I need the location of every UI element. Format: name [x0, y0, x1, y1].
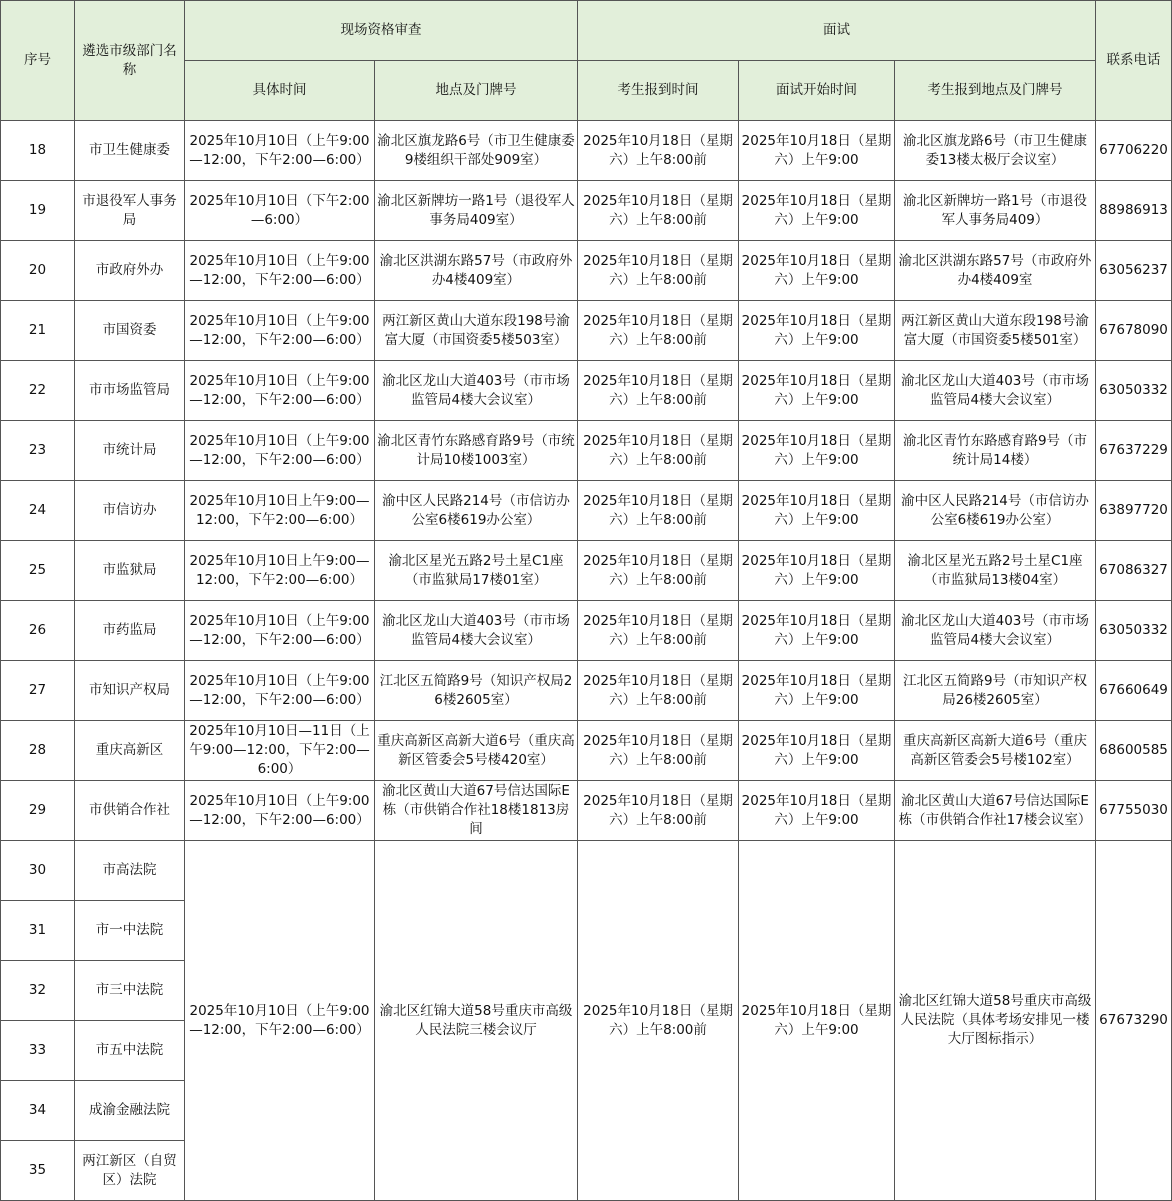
cell-review-place: 渝北区龙山大道403号（市市场监管局4楼大会议室）	[375, 601, 578, 661]
cell-review-place: 渝北区旗龙路6号（市卫生健康委9楼组织干部处909室）	[375, 121, 578, 181]
cell-review-time: 2025年10月10日上午9:00—12:00，下午2:00—6:00）	[185, 541, 375, 601]
cell-phone-merged: 67673290	[1096, 841, 1172, 1201]
cell-report-place: 渝中区人民路214号（市信访办公室6楼619办公室）	[895, 481, 1096, 541]
cell-seq: 30	[1, 841, 75, 901]
cell-review-time: 2025年10月10日（上午9:00—12:00，下午2:00—6:00）	[185, 781, 375, 841]
cell-seq: 18	[1, 121, 75, 181]
cell-report-place: 江北区五简路9号（市知识产权局26楼2605室）	[895, 661, 1096, 721]
header-report-time: 考生报到时间	[578, 61, 739, 121]
cell-seq: 24	[1, 481, 75, 541]
cell-phone: 67706220	[1096, 121, 1172, 181]
cell-review-time: 2025年10月10日（上午9:00—12:00，下午2:00—6:00）	[185, 121, 375, 181]
table-row	[1, 301, 1172, 361]
cell-seq: 23	[1, 421, 75, 481]
cell-phone: 67660649	[1096, 661, 1172, 721]
cell-seq: 32	[1, 961, 75, 1021]
cell-dept: 市监狱局	[75, 541, 185, 601]
header-start-time: 面试开始时间	[739, 61, 895, 121]
cell-dept: 市一中法院	[75, 901, 185, 961]
cell-report-place: 渝北区龙山大道403号（市市场监管局4楼大会议室）	[895, 601, 1096, 661]
table-row	[1, 241, 1172, 301]
cell-phone: 63897720	[1096, 481, 1172, 541]
cell-report-time: 2025年10月18日（星期六）上午8:00前	[578, 181, 739, 241]
cell-report-place: 渝北区旗龙路6号（市卫生健康委13楼太极厅会议室）	[895, 121, 1096, 181]
cell-phone: 67086327	[1096, 541, 1172, 601]
cell-review-time: 2025年10月10日（下午2:00—6:00）	[185, 181, 375, 241]
header-seq: 序号	[1, 1, 75, 121]
cell-start-time: 2025年10月18日（星期六）上午9:00	[739, 781, 895, 841]
cell-dept: 市统计局	[75, 421, 185, 481]
cell-review-time: 2025年10月10日（上午9:00—12:00，下午2:00—6:00）	[185, 421, 375, 481]
cell-review-time: 2025年10月10日（上午9:00—12:00，下午2:00—6:00）	[185, 241, 375, 301]
cell-seq: 31	[1, 901, 75, 961]
cell-start-time: 2025年10月18日（星期六）上午9:00	[739, 661, 895, 721]
cell-seq: 21	[1, 301, 75, 361]
header-review-place: 地点及门牌号	[375, 61, 578, 121]
cell-report-place: 渝北区青竹东路感育路9号（市统计局14楼）	[895, 421, 1096, 481]
header-row-1	[1, 1, 1172, 61]
cell-seq: 25	[1, 541, 75, 601]
cell-review-place: 重庆高新区高新大道6号（重庆高新区管委会5号楼420室）	[375, 721, 578, 781]
cell-report-time: 2025年10月18日（星期六）上午8:00前	[578, 301, 739, 361]
cell-dept: 市政府外办	[75, 241, 185, 301]
cell-report-time: 2025年10月18日（星期六）上午8:00前	[578, 481, 739, 541]
cell-dept: 市卫生健康委	[75, 121, 185, 181]
cell-start-time-merged: 2025年10月18日（星期六）上午9:00	[739, 841, 895, 1201]
cell-start-time: 2025年10月18日（星期六）上午9:00	[739, 421, 895, 481]
cell-dept: 市供销合作社	[75, 781, 185, 841]
table-row	[1, 181, 1172, 241]
cell-start-time: 2025年10月18日（星期六）上午9:00	[739, 301, 895, 361]
cell-review-time: 2025年10月10日（上午9:00—12:00，下午2:00—6:00）	[185, 361, 375, 421]
header-interview: 面试	[578, 1, 1096, 61]
table-row	[1, 121, 1172, 181]
header-report-place: 考生报到地点及门牌号	[895, 61, 1096, 121]
cell-report-time: 2025年10月18日（星期六）上午8:00前	[578, 121, 739, 181]
cell-seq: 26	[1, 601, 75, 661]
cell-seq: 28	[1, 721, 75, 781]
cell-phone: 67678090	[1096, 301, 1172, 361]
cell-review-time-merged: 2025年10月10日（上午9:00—12:00，下午2:00—6:00）	[185, 841, 375, 1201]
table-row	[1, 601, 1172, 661]
cell-dept: 市信访办	[75, 481, 185, 541]
cell-review-place: 江北区五简路9号（知识产权局26楼2605室）	[375, 661, 578, 721]
cell-report-time: 2025年10月18日（星期六）上午8:00前	[578, 661, 739, 721]
cell-phone: 63050332	[1096, 361, 1172, 421]
header-dept: 遴选市级部门名称	[75, 1, 185, 121]
cell-review-place: 渝北区青竹东路感育路9号（市统计局10楼1003室）	[375, 421, 578, 481]
cell-start-time: 2025年10月18日（星期六）上午9:00	[739, 541, 895, 601]
cell-review-time: 2025年10月10日（上午9:00—12:00，下午2:00—6:00）	[185, 661, 375, 721]
cell-report-time: 2025年10月18日（星期六）上午8:00前	[578, 241, 739, 301]
cell-dept: 重庆高新区	[75, 721, 185, 781]
cell-report-time: 2025年10月18日（星期六）上午8:00前	[578, 781, 739, 841]
cell-dept: 市市场监管局	[75, 361, 185, 421]
table-row	[1, 481, 1172, 541]
cell-seq: 34	[1, 1081, 75, 1141]
cell-dept: 市药监局	[75, 601, 185, 661]
cell-seq: 20	[1, 241, 75, 301]
cell-phone: 63050332	[1096, 601, 1172, 661]
cell-seq: 33	[1, 1021, 75, 1081]
cell-dept: 成渝金融法院	[75, 1081, 185, 1141]
cell-dept: 市五中法院	[75, 1021, 185, 1081]
cell-seq: 19	[1, 181, 75, 241]
cell-dept: 市国资委	[75, 301, 185, 361]
cell-review-time: 2025年10月10日（上午9:00—12:00，下午2:00—6:00）	[185, 601, 375, 661]
cell-report-place-merged: 渝北区红锦大道58号重庆市高级人民法院（具体考场安排见一楼大厅图标指示）	[895, 841, 1096, 1201]
cell-start-time: 2025年10月18日（星期六）上午9:00	[739, 601, 895, 661]
cell-seq: 27	[1, 661, 75, 721]
cell-review-place: 渝中区人民路214号（市信访办公室6楼619办公室）	[375, 481, 578, 541]
cell-seq: 35	[1, 1141, 75, 1201]
cell-dept: 市知识产权局	[75, 661, 185, 721]
cell-report-time: 2025年10月18日（星期六）上午8:00前	[578, 721, 739, 781]
cell-review-place: 两江新区黄山大道东段198号渝富大厦（市国资委5楼503室）	[375, 301, 578, 361]
table-row	[1, 661, 1172, 721]
cell-phone: 67637229	[1096, 421, 1172, 481]
cell-start-time: 2025年10月18日（星期六）上午9:00	[739, 481, 895, 541]
table-row	[1, 541, 1172, 601]
cell-dept: 市高法院	[75, 841, 185, 901]
table-row	[1, 721, 1172, 781]
cell-report-place: 两江新区黄山大道东段198号渝富大厦（市国资委5楼501室）	[895, 301, 1096, 361]
cell-report-place: 渝北区洪湖东路57号（市政府外办4楼409室	[895, 241, 1096, 301]
cell-report-time-merged: 2025年10月18日（星期六）上午8:00前	[578, 841, 739, 1201]
cell-dept: 市退役军人事务局	[75, 181, 185, 241]
cell-phone: 88986913	[1096, 181, 1172, 241]
cell-start-time: 2025年10月18日（星期六）上午9:00	[739, 181, 895, 241]
cell-review-place: 渝北区黄山大道67号信达国际E栋（市供销合作社18楼1813房间	[375, 781, 578, 841]
cell-phone: 63056237	[1096, 241, 1172, 301]
cell-report-place: 渝北区龙山大道403号（市市场监管局4楼大会议室）	[895, 361, 1096, 421]
table-row	[1, 421, 1172, 481]
cell-report-place: 渝北区黄山大道67号信达国际E栋（市供销合作社17楼会议室）	[895, 781, 1096, 841]
table-row	[1, 361, 1172, 421]
cell-report-time: 2025年10月18日（星期六）上午8:00前	[578, 541, 739, 601]
cell-report-place: 重庆高新区高新大道6号（重庆高新区管委会5号楼102室）	[895, 721, 1096, 781]
cell-dept: 两江新区（自贸区）法院	[75, 1141, 185, 1201]
cell-seq: 22	[1, 361, 75, 421]
cell-dept: 市三中法院	[75, 961, 185, 1021]
cell-review-place-merged: 渝北区红锦大道58号重庆市高级人民法院三楼会议厅	[375, 841, 578, 1201]
cell-report-time: 2025年10月18日（星期六）上午8:00前	[578, 361, 739, 421]
cell-phone: 67755030	[1096, 781, 1172, 841]
cell-review-place: 渝北区洪湖东路57号（市政府外办4楼409室）	[375, 241, 578, 301]
header-review-time: 具体时间	[185, 61, 375, 121]
header-review: 现场资格审查	[185, 1, 578, 61]
cell-review-time: 2025年10月10日上午9:00—12:00，下午2:00—6:00）	[185, 481, 375, 541]
cell-phone: 68600585	[1096, 721, 1172, 781]
cell-seq: 29	[1, 781, 75, 841]
header-phone: 联系电话	[1096, 1, 1172, 121]
cell-start-time: 2025年10月18日（星期六）上午9:00	[739, 121, 895, 181]
cell-report-time: 2025年10月18日（星期六）上午8:00前	[578, 421, 739, 481]
table-row	[1, 781, 1172, 841]
cell-report-place: 渝北区新牌坊一路1号（市退役军人事务局409）	[895, 181, 1096, 241]
cell-review-place: 渝北区星光五路2号土星C1座（市监狱局17楼01室）	[375, 541, 578, 601]
cell-review-time: 2025年10月10日（上午9:00—12:00，下午2:00—6:00）	[185, 301, 375, 361]
cell-review-place: 渝北区新牌坊一路1号（退役军人事务局409室）	[375, 181, 578, 241]
cell-report-place: 渝北区星光五路2号土星C1座（市监狱局13楼04室）	[895, 541, 1096, 601]
cell-report-time: 2025年10月18日（星期六）上午8:00前	[578, 601, 739, 661]
table-row	[1, 841, 1172, 901]
cell-start-time: 2025年10月18日（星期六）上午9:00	[739, 721, 895, 781]
cell-start-time: 2025年10月18日（星期六）上午9:00	[739, 361, 895, 421]
cell-start-time: 2025年10月18日（星期六）上午9:00	[739, 241, 895, 301]
cell-review-time: 2025年10月10日—11日（上午9:00—12:00，下午2:00—6:00）	[185, 721, 375, 781]
cell-review-place: 渝北区龙山大道403号（市市场监管局4楼大会议室）	[375, 361, 578, 421]
